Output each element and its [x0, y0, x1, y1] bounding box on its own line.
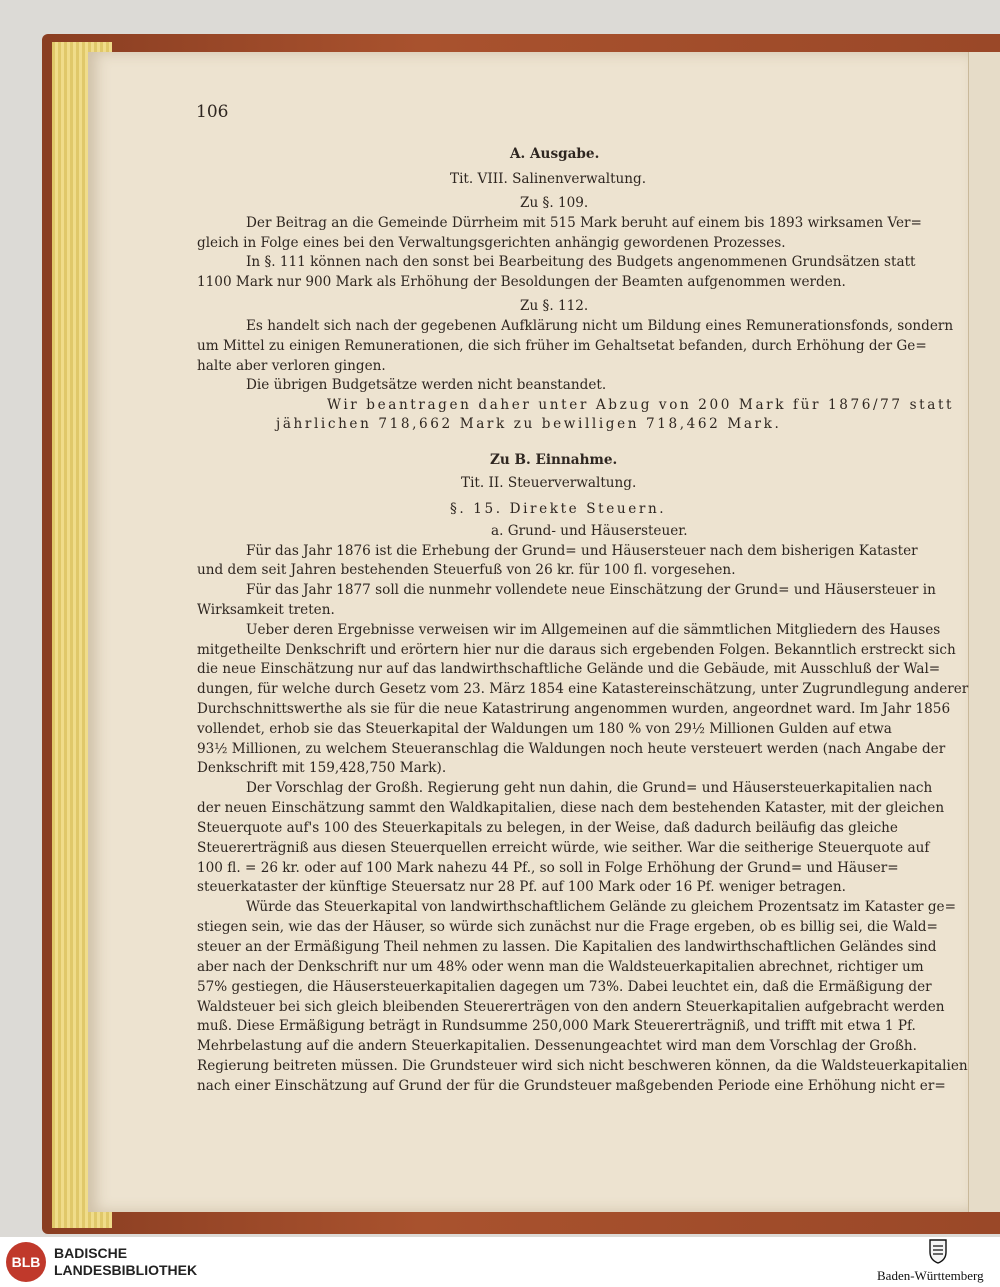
text-line: Der Vorschlag der Großh. Regierung geht nun dahin, die Grund= und Häusersteuerkapitalien nach: [246, 780, 933, 796]
text-line: Tit. VIII. Salinenverwaltung.: [450, 171, 647, 187]
text-line: gleich in Folge eines bei den Verwaltungsgerichten anhängig gewordenen Prozesses.: [197, 235, 786, 251]
text-line: §. 15. Direkte Steuern.: [450, 501, 667, 517]
text-line: Der Beitrag an die Gemeinde Dürrheim mit 515 Mark beruht auf einem bis 1893 wirksamen Ver=: [246, 215, 922, 231]
text-line: muß. Diese Ermäßigung beträgt in Rundsumme 250,000 Mark Steuererträgniß, und trifft mit etwa 1 Pf.: [197, 1018, 916, 1034]
blb-logo[interactable]: BLB: [6, 1242, 46, 1282]
page-number: 106: [196, 102, 229, 122]
library-name-line2: LANDESBIBLIOTHEK: [54, 1262, 198, 1278]
library-name[interactable]: [54, 1245, 197, 1279]
text-line: Zu §. 112.: [520, 298, 589, 314]
text-line: A. Ausgabe.: [510, 146, 600, 162]
text-line: die neue Einschätzung nur auf das landwirthschaftliche Gelände und die Gebäude, mit Ausschluß der Wal=: [197, 661, 941, 677]
text-line: dungen, für welche durch Gesetz vom 23. März 1854 eine Katastereinschätzung, unter Zugrundlegung anderer: [197, 681, 969, 697]
text-line: Die übrigen Budgetsätze werden nicht beanstandet.: [246, 377, 607, 393]
text-line: 57% gestiegen, die Häusersteuerkapitalien dagegen um 73%. Dabei leuchtet ein, daß die Ermäßigung der: [197, 979, 932, 995]
text-line: 93½ Millionen, zu welchem Steueranschlag die Waldungen noch heute versteuert werden (nach Angabe der: [197, 741, 946, 757]
text-line: Steuererträgniß aus diesen Steuerquellen erreicht würde, wie seither. War die seitherige Steuerquote auf: [197, 840, 930, 856]
state-name[interactable]: Baden-Württemberg: [877, 1268, 984, 1283]
text-line: um Mittel zu einigen Remunerationen, die sich früher im Gehaltsetat befanden, durch Erhöhung der Ge=: [197, 338, 927, 354]
text-line: Zu B. Einnahme.: [490, 452, 618, 468]
text-line: steuerkataster der künftige Steuersatz nur 28 Pf. auf 100 Mark oder 16 Pf. weniger betragen.: [197, 879, 846, 895]
text-line: vollendet, erhob sie das Steuerkapital der Waldungen um 180 % von 29½ Millionen Gulden auf etwa: [197, 721, 892, 737]
text-line: 1100 Mark nur 900 Mark als Erhöhung der Besoldungen der Beamten aufgenommen werden.: [197, 274, 846, 290]
text-line: Würde das Steuerkapital von landwirthschaftlichem Gelände zu gleichem Prozentsatz im Kataster ge=: [246, 899, 956, 915]
text-line: Denkschrift mit 159,428,750 Mark).: [197, 760, 447, 776]
text-line: der neuen Einschätzung sammt den Waldkapitalien, diese nach dem bestehenden Kataster, mit der gleichen: [197, 800, 945, 816]
text-line: In §. 111 können nach den sonst bei Bearbeitung des Budgets angenommenen Grundsätzen statt: [246, 254, 916, 270]
text-line: Waldsteuer bei sich gleich bleibenden Steuererträgen von den andern Steuerkapitalien aufgebracht werden: [197, 999, 945, 1015]
text-line: Ueber deren Ergebnisse verweisen wir im Allgemeinen auf die sämmtlichen Mitgliedern des Hauses: [246, 622, 941, 638]
text-line: mitgetheilte Denkschrift und erörtern hier nur die daraus sich ergebenden Folgen. Bekanntlich erstreckt sich: [197, 642, 956, 658]
text-line: Steuerquote auf's 100 des Steuerkapitals zu belegen, in der Weise, daß dadurch beiläufig das gleiche: [197, 820, 898, 836]
text-line: 100 fl. = 26 kr. oder auf 100 Mark nahezu 44 Pf., so soll in Folge Erhöhung der Grund= und Häuser=: [197, 860, 899, 876]
text-line: und dem seit Jahren bestehenden Steuerfuß von 26 kr. für 100 fl. vorgesehen.: [197, 562, 736, 578]
text-line: nach einer Einschätzung auf Grund der für die Grundsteuer maßgebenden Periode eine Erhöhung nicht er=: [197, 1078, 946, 1094]
text-line: Für das Jahr 1877 soll die nunmehr vollendete neue Einschätzung der Grund= und Häusersteuer in: [246, 582, 936, 598]
text-line: Für das Jahr 1876 ist die Erhebung der Grund= und Häusersteuer nach dem bisherigen Kataster: [246, 543, 918, 559]
next-page-edge: [968, 52, 1000, 1212]
text-line: a. Grund- und Häusersteuer.: [491, 523, 688, 539]
text-line: aber nach der Denkschrift nur um 48% oder wenn man die Waldsteuerkapitalien abrechnet, richtiger um: [197, 959, 924, 975]
text-line: Zu §. 109.: [520, 195, 589, 211]
text-line: Durchschnittswerthe als sie für die neue Katastrirung angenommen wurden, angeordnet ward. Im Jahr 1856: [197, 701, 951, 717]
library-name-line1: BADISCHE: [54, 1245, 128, 1261]
text-line: Tit. II. Steuerverwaltung.: [461, 475, 637, 491]
text-line: jährlichen 718,662 Mark zu bewilligen 718,462 Mark.: [276, 416, 782, 432]
text-line: Regierung beitreten müssen. Die Grundsteuer wird sich nicht beschweren können, da die Waldsteuerkapitalien: [197, 1058, 968, 1074]
text-line: stiegen sein, wie das der Häuser, so würde sich zunächst nur die Frage ergeben, ob es billig sei, die Wald=: [197, 919, 938, 935]
text-line: Wirksamkeit treten.: [197, 602, 335, 618]
text-line: Mehrbelastung auf die andern Steuerkapitalien. Dessenungeachtet wird man dem Vorschlag der Großh.: [197, 1038, 917, 1054]
text-line: Es handelt sich nach der gegebenen Aufklärung nicht um Bildung eines Remunerationsfonds, sondern: [246, 318, 954, 334]
coat-of-arms-icon: [928, 1238, 948, 1264]
text-line: halte aber verloren gingen.: [197, 358, 386, 374]
text-line: Wir beantragen daher unter Abzug von 200 Mark für 1876/77 statt: [327, 397, 955, 413]
text-line: steuer an der Ermäßigung Theil nehmen zu lassen. Die Kapitalien des landwirthschaftlichen Geländes sind: [197, 939, 937, 955]
